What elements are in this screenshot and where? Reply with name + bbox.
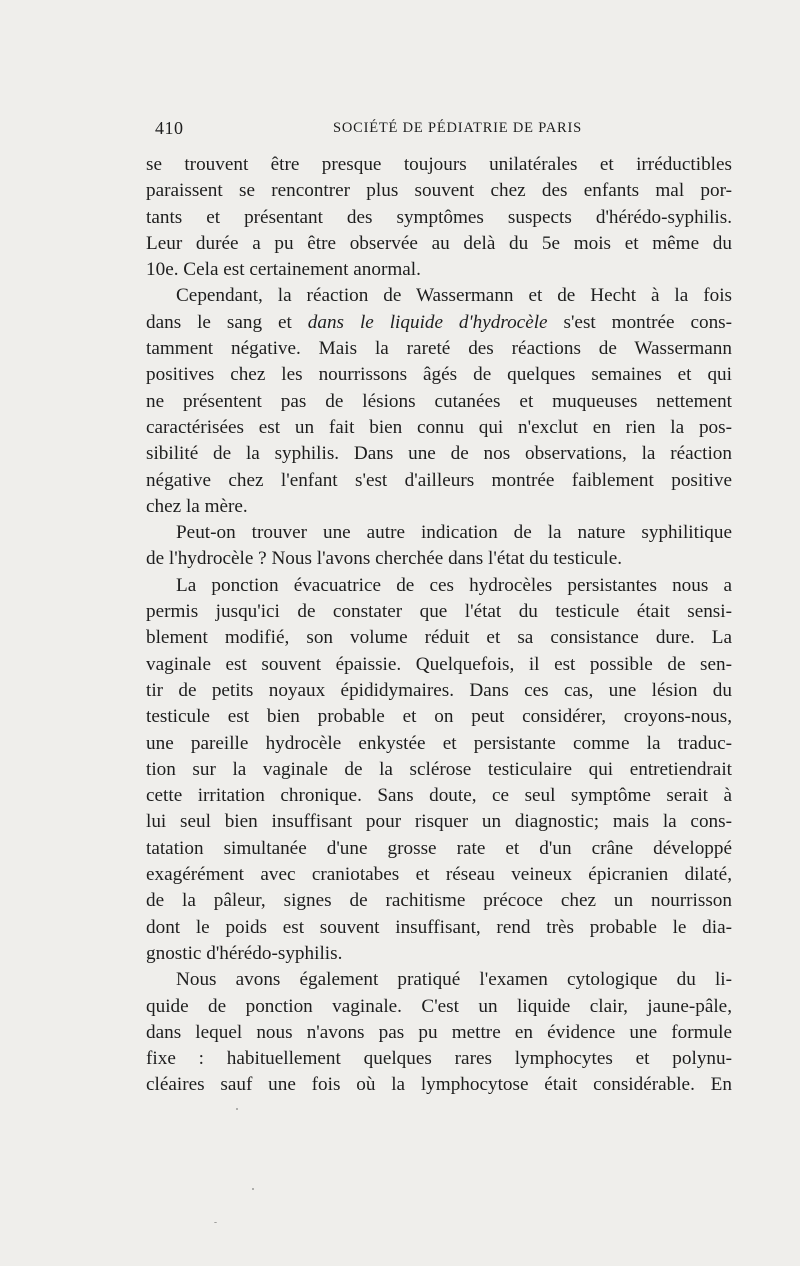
text-line: sibilité de la syphilis. Dans une de nos observations, la réaction bbox=[146, 443, 732, 465]
text-line: de l'hydrocèle ? Nous l'avons cherchée dans l'état du testicule. bbox=[146, 548, 623, 570]
text-line: se trouvent être presque toujours unilatérales et irréductibles bbox=[146, 154, 732, 175]
text-segment: s'est montrée cons- bbox=[563, 311, 733, 333]
text-line: chez la mère. bbox=[146, 495, 248, 517]
text-line: une pareille hydrocèle enkystée et persistante comme la traduc- bbox=[146, 732, 732, 754]
text-line: lui seul bien insuffisant pour risquer un diagnostic; mais la cons- bbox=[146, 811, 732, 833]
text-line: fixe : habituellement quelques rares lymphocytes et polynu- bbox=[146, 1048, 732, 1070]
paper-speck bbox=[252, 1188, 254, 1190]
italic-text-segment: dans le liquide d'hydrocèle bbox=[307, 311, 548, 333]
text-line: positives chez les nourrissons âgés de quelques semaines et qui bbox=[146, 364, 732, 386]
text-line: paraissent se rencontrer plus souvent chez des enfants mal por- bbox=[146, 180, 732, 202]
text-line: dans lequel nous n'avons pas pu mettre en évidence une formule bbox=[146, 1021, 732, 1043]
text-line: tants et présentant des symptômes suspects d'hérédo-syphilis. bbox=[146, 206, 732, 228]
page-number: 410 bbox=[155, 118, 184, 138]
text-line: Peut-on trouver une autre indication de la nature syphilitique bbox=[176, 522, 732, 544]
text-line: Leur durée a pu être observée au delà du 5e mois et même du bbox=[146, 232, 732, 254]
text-line: 10e. Cela est certainement anormal. bbox=[146, 259, 421, 281]
text-line: négative chez l'enfant s'est d'ailleurs montrée faiblement positive bbox=[146, 469, 732, 491]
text-line: testicule est bien probable et on peut considérer, croyons-nous, bbox=[146, 706, 732, 728]
text-line-mixed bbox=[146, 310, 732, 336]
text-line: dont le poids est souvent insuffisant, rend très probable le dia- bbox=[146, 916, 732, 938]
text-line: cléaires sauf une fois où la lymphocytose était considérable. En bbox=[146, 1074, 732, 1096]
text-line: tion sur la vaginale de la sclérose testiculaire qui entretiendrait bbox=[146, 758, 732, 780]
text-line: blement modifié, son volume réduit et sa consistance dure. La bbox=[146, 627, 732, 649]
text-line: Cependant, la réaction de Wassermann et de Hecht à la fois bbox=[176, 285, 732, 307]
text-line: permis jusqu'ici de constater que l'état du testicule était sensi- bbox=[146, 601, 732, 623]
text-line: tamment négative. Mais la rareté des réactions de Wassermann bbox=[146, 338, 732, 360]
text-line: ne présentent pas de lésions cutanées et muqueuses nettement bbox=[146, 390, 732, 412]
running-title: SOCIÉTÉ DE PÉDIATRIE DE PARIS bbox=[332, 120, 583, 136]
text-line: tatation simultanée d'une grosse rate et d'un crâne développé bbox=[146, 837, 732, 859]
text-line: exagérément avec craniotabes et réseau veineux épicranien dilaté, bbox=[146, 864, 732, 886]
text-line: vaginale est souvent épaissie. Quelquefois, il est possible de sen- bbox=[146, 653, 732, 675]
paper-speck bbox=[214, 1222, 217, 1223]
text-line: Nous avons également pratiqué l'examen cytologique du li- bbox=[176, 969, 732, 991]
text-line: caractérisées est un fait bien connu qui n'exclut en rien la pos- bbox=[146, 416, 732, 438]
text-line: cette irritation chronique. Sans doute, ce seul symptôme serait à bbox=[146, 785, 732, 807]
text-line: de la pâleur, signes de rachitisme précoce chez un nourrisson bbox=[146, 890, 732, 912]
text-line: tir de petits noyaux épididymaires. Dans ces cas, une lésion du bbox=[146, 679, 732, 701]
body-text bbox=[146, 152, 732, 1099]
text-line: gnostic d'hérédo-syphilis. bbox=[146, 942, 343, 964]
text-segment: dans le sang et bbox=[146, 311, 292, 333]
text-line: quide de ponction vaginale. C'est un liquide clair, jaune-pâle, bbox=[146, 995, 732, 1017]
paper-speck bbox=[236, 1108, 238, 1110]
text-line: La ponction évacuatrice de ces hydrocèles persistantes nous a bbox=[176, 574, 732, 596]
page-header bbox=[155, 118, 730, 142]
